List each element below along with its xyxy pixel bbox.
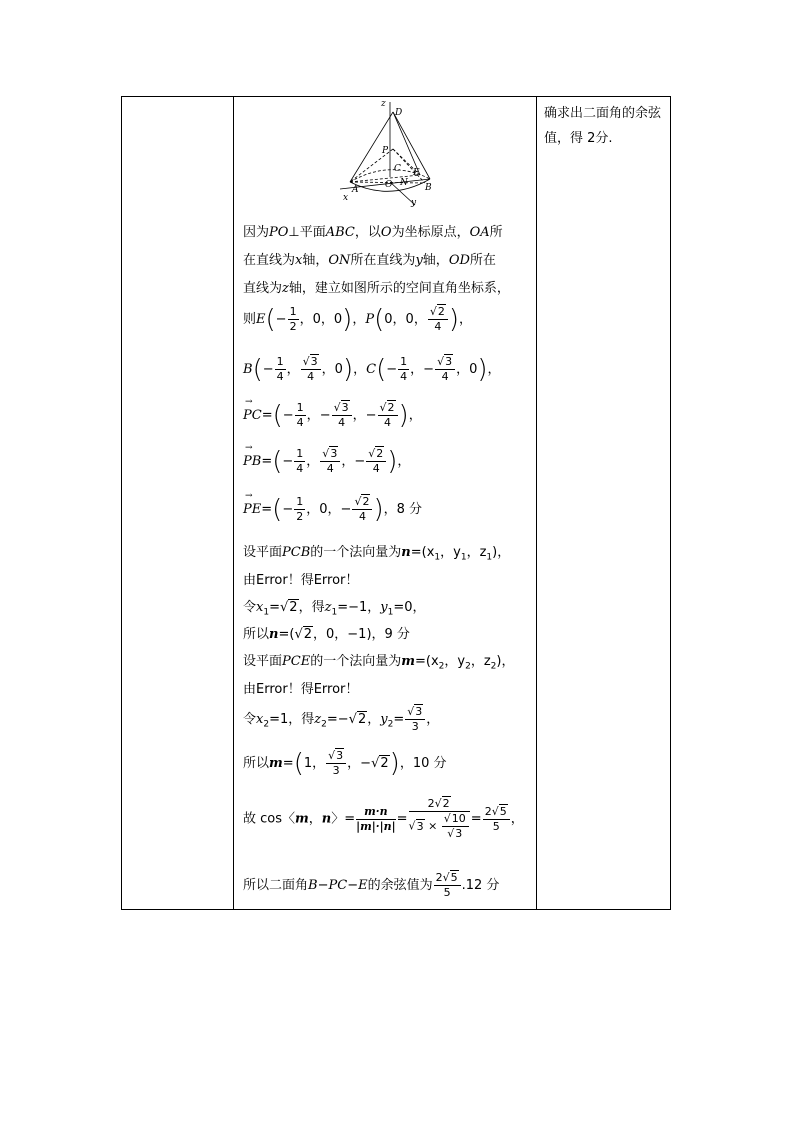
text: 0	[334, 362, 343, 377]
subscript: 1	[460, 552, 467, 563]
den: 4	[276, 370, 284, 383]
text: ，	[352, 312, 366, 327]
text: 所以	[243, 756, 270, 771]
scoring-note-text: 确求出二面角的余弦值，得 2分.	[544, 106, 662, 146]
fraction	[442, 812, 469, 841]
error-line-2	[243, 678, 358, 697]
den: 4	[372, 462, 380, 475]
den: 4	[307, 370, 315, 383]
text: ，	[410, 362, 424, 377]
var: y	[415, 253, 423, 268]
text: 0	[312, 312, 321, 327]
scoring-note	[544, 101, 668, 151]
radicand: 5	[450, 871, 458, 884]
den: 4	[296, 416, 304, 429]
label-C: C	[394, 164, 401, 174]
var: m	[269, 756, 283, 771]
vector-PC	[243, 401, 422, 430]
radicand: 2	[387, 401, 395, 414]
text: ，10 分	[399, 756, 447, 771]
text: 所以二面角	[243, 878, 309, 893]
radicand: 2	[303, 627, 313, 642]
num: 1	[289, 305, 297, 318]
label-A: A	[352, 185, 359, 195]
coef: 2	[435, 871, 443, 884]
radicand: 2	[357, 712, 367, 727]
text: −	[275, 312, 287, 327]
text: ，	[306, 408, 320, 423]
text: −	[354, 454, 366, 469]
vector-name: → PC	[243, 408, 262, 423]
den: 2	[289, 320, 297, 333]
text: =−1，	[337, 600, 381, 615]
radicand: 3	[310, 355, 318, 368]
text: 因为	[243, 225, 270, 240]
paren: )	[389, 748, 400, 779]
num: 2√2	[409, 797, 470, 812]
text: 1	[303, 756, 313, 771]
subscript: 2	[490, 661, 497, 672]
num: m·n	[356, 805, 395, 820]
text: )，	[496, 654, 515, 669]
num: √2	[352, 495, 372, 510]
label-E: E	[413, 168, 420, 178]
score-text: ，8 分	[383, 502, 423, 517]
text: ，	[426, 712, 440, 727]
text: ，	[327, 502, 341, 517]
text: ，y	[444, 654, 466, 669]
text: ，	[459, 312, 473, 327]
text: 令	[243, 712, 257, 727]
text: ，	[321, 362, 335, 377]
num: 1	[296, 447, 304, 460]
text: ，	[456, 362, 470, 377]
coords-B-C	[243, 355, 501, 384]
text: =	[261, 454, 273, 469]
text: −	[319, 408, 331, 423]
text: ，	[487, 362, 501, 377]
den: 4	[296, 462, 304, 475]
text: ，0，−1)，9 分	[313, 627, 410, 642]
paren: )	[373, 494, 384, 525]
paren: (	[272, 494, 283, 525]
fraction	[366, 447, 386, 476]
text: .12 分	[461, 878, 500, 893]
radicand: 3	[416, 819, 424, 833]
den: 4	[326, 462, 334, 475]
den: √3	[447, 827, 463, 840]
radicand: 3	[330, 447, 338, 460]
text: 0	[319, 502, 328, 517]
paren: (	[272, 446, 283, 477]
text: 为坐标原点，	[391, 225, 470, 240]
var: PCE	[282, 654, 311, 669]
cosine-formula	[243, 797, 524, 841]
solution-table	[121, 96, 671, 910]
radicand: 2	[289, 600, 298, 615]
text: −	[423, 362, 435, 377]
label-z: z	[381, 99, 386, 109]
paren: (	[252, 354, 263, 385]
normal-m-definition	[243, 650, 514, 672]
solution-line-2	[243, 249, 496, 268]
text: 所以	[243, 627, 270, 642]
text: −	[282, 502, 294, 517]
fraction	[483, 805, 510, 834]
text: =	[261, 502, 273, 517]
den: √3 × $\frac{√10}{√3}$	[409, 812, 470, 841]
text: =−	[326, 712, 349, 727]
text: =(x	[414, 654, 439, 669]
var: x	[256, 712, 264, 727]
text: 设平面	[243, 654, 283, 669]
fraction	[294, 495, 305, 524]
coef: 2	[427, 797, 435, 810]
var: OA	[469, 225, 490, 240]
text: ，	[320, 312, 334, 327]
paren: (	[376, 354, 387, 385]
text: ，	[299, 312, 313, 327]
den: 4	[358, 510, 366, 523]
text: −	[360, 756, 372, 771]
normal-n-definition	[243, 541, 510, 563]
paren: )	[398, 400, 409, 431]
var: y	[380, 712, 388, 727]
text: ，	[286, 362, 300, 377]
vector-PB	[243, 447, 410, 476]
var: OD	[448, 253, 470, 268]
subscript: 2	[465, 661, 471, 672]
label-P: P	[382, 146, 389, 156]
text: ，	[392, 312, 406, 327]
den: 5	[492, 819, 500, 833]
text: =	[282, 756, 294, 771]
text: =	[393, 712, 405, 727]
text: ，	[312, 756, 326, 771]
coef: 2	[484, 804, 492, 818]
text: =	[470, 811, 482, 827]
var: n	[321, 811, 332, 827]
label-O: O	[385, 180, 393, 190]
text: ，z	[466, 545, 487, 560]
var: E	[256, 312, 266, 327]
text: ，	[397, 454, 411, 469]
var: P	[365, 312, 375, 327]
text: 所在直线为	[350, 253, 416, 268]
den: 3	[332, 764, 340, 777]
den: 3	[411, 720, 419, 733]
subscript: 2	[321, 719, 327, 730]
num: 2√5	[483, 805, 510, 820]
text: ，	[347, 756, 361, 771]
fraction	[405, 705, 425, 734]
num: √10	[442, 812, 469, 827]
fraction	[295, 401, 306, 430]
solution-line-1	[243, 221, 503, 240]
text: =	[261, 408, 273, 423]
text: 直线为	[243, 281, 283, 296]
text: ，得	[298, 600, 325, 615]
fraction	[301, 355, 321, 384]
den: 4	[400, 370, 408, 383]
paren: )	[477, 354, 488, 385]
result-m: 所以m=(1， $\frac{√3}{3}$ ，−√2)，10 分	[243, 748, 447, 779]
text: 0	[469, 362, 478, 377]
text: −	[282, 454, 294, 469]
text: 轴，建立如图所示的空间直角坐标系，	[288, 281, 510, 296]
var: n	[269, 627, 279, 642]
text: −	[282, 408, 294, 423]
var: m	[401, 654, 415, 669]
fraction	[409, 797, 470, 841]
paren: )	[448, 304, 460, 335]
solve-line-1: 令$x_1=√2$，得$z_1=-1$，$y_1=0$，	[243, 600, 426, 618]
subscript: 1	[486, 552, 493, 563]
fraction	[434, 871, 461, 900]
num: 1	[296, 401, 304, 414]
text: 轴，	[422, 253, 449, 268]
result-n: 所以n=(√2，0，−1)，9 分	[243, 627, 410, 642]
den: 4	[384, 416, 392, 429]
radicand: 3	[445, 355, 453, 368]
text: ，	[306, 502, 320, 517]
radicand: 2	[376, 447, 384, 460]
fraction	[288, 305, 299, 334]
label-x: x	[343, 193, 349, 203]
var: PCB	[282, 545, 311, 560]
text: 0	[384, 312, 393, 327]
subscript: 2	[438, 661, 445, 672]
num: 1	[296, 495, 304, 508]
radicand: 5	[499, 804, 507, 818]
var: x	[256, 600, 264, 615]
fraction	[352, 495, 372, 524]
text: =0，	[393, 600, 426, 615]
den: 4	[338, 416, 346, 429]
num: √3	[405, 705, 425, 720]
coords-E-P	[243, 305, 472, 334]
text: ，	[367, 712, 381, 727]
subscript: 2	[387, 719, 394, 730]
text: ⊥平面	[288, 225, 326, 240]
num: 2√5	[434, 871, 461, 886]
vector-PE	[243, 495, 422, 524]
var: y	[380, 600, 388, 615]
text: 设平面	[243, 545, 283, 560]
text: 则	[243, 312, 257, 327]
text: 轴，	[302, 253, 329, 268]
solution-column	[235, 97, 537, 909]
text: −	[340, 502, 352, 517]
text: ，	[510, 811, 524, 827]
paren: (	[265, 304, 276, 335]
paren: (	[272, 400, 283, 431]
text: 故 cos〈	[243, 811, 296, 827]
fraction	[378, 401, 398, 430]
den: 5	[443, 886, 451, 899]
subscript: 1	[263, 607, 270, 618]
error-line-1	[243, 569, 358, 588]
text: 0	[333, 312, 343, 327]
den: 4	[434, 320, 442, 333]
num: √3	[301, 355, 321, 370]
text: ，y	[440, 545, 461, 560]
subscript: 1	[387, 607, 394, 618]
final-answer	[243, 871, 499, 900]
text: ，	[341, 454, 355, 469]
text: −	[262, 362, 274, 377]
fraction	[356, 805, 395, 834]
den: |m|·|n|	[356, 819, 396, 833]
var: z	[314, 712, 322, 727]
var: E	[358, 878, 368, 893]
text: 令	[243, 600, 257, 615]
var: B	[308, 878, 318, 893]
text: 的一个法向量为	[310, 545, 402, 560]
fraction	[428, 305, 448, 334]
label-N: N	[400, 178, 408, 188]
label-D: D	[395, 108, 403, 118]
num: 1	[400, 355, 408, 368]
radicand: 3	[415, 705, 423, 718]
text: 〉=	[331, 811, 356, 827]
vector-name: → PB	[243, 454, 261, 469]
subscript: 1	[434, 552, 441, 563]
var: z	[282, 281, 289, 296]
den: 2	[296, 510, 304, 523]
text: ，	[306, 454, 320, 469]
text: ，z	[470, 654, 491, 669]
num: √3	[320, 447, 340, 462]
fraction	[435, 355, 455, 384]
radicand: 3	[455, 827, 463, 840]
var: O	[380, 225, 392, 240]
paren: )	[342, 354, 354, 385]
var: ABC	[325, 225, 355, 240]
label-y: y	[411, 198, 417, 207]
fraction	[398, 355, 409, 384]
text: ，	[308, 811, 322, 827]
num: √3	[332, 401, 352, 416]
text: ，以	[354, 225, 381, 240]
text: −	[347, 878, 359, 893]
fraction	[326, 749, 346, 778]
paren: (	[293, 748, 304, 779]
text: =(	[278, 627, 295, 642]
num: 1	[276, 355, 284, 368]
num: √3	[435, 355, 455, 370]
label-B: B	[425, 183, 432, 193]
radicand: 10	[451, 812, 466, 825]
num: √2	[366, 447, 386, 462]
var: z	[324, 600, 332, 615]
num: √2	[378, 401, 398, 416]
var: C	[366, 362, 377, 377]
var: n	[401, 545, 411, 560]
text: 所在	[469, 253, 496, 268]
solution-line-3	[243, 277, 510, 296]
den: 4	[441, 370, 449, 383]
text: −	[317, 878, 329, 893]
var: PO	[269, 225, 289, 240]
paren: (	[374, 304, 385, 335]
var: B	[243, 362, 253, 377]
text: 在直线为	[243, 253, 296, 268]
column-divider-left	[233, 97, 234, 909]
subscript: 1	[331, 607, 338, 618]
paren: )	[342, 304, 353, 335]
text: ，	[413, 312, 427, 327]
fraction	[275, 355, 286, 384]
num: √2	[428, 305, 448, 320]
radicand: 2	[362, 495, 370, 508]
radicand: 2	[437, 305, 445, 318]
text: )，	[492, 545, 511, 560]
fraction	[332, 401, 352, 430]
text: 的一个法向量为	[310, 654, 402, 669]
var: PC	[328, 878, 348, 893]
num: √3	[326, 749, 346, 764]
vector-name: → PE	[243, 502, 261, 517]
subscript: 2	[263, 719, 270, 730]
solve-line-2: 令$x_2=1$，得$z_2=-√2$，$y_2=$ $\frac{√3}{3}$ ，	[243, 705, 440, 733]
fraction	[294, 447, 305, 476]
var: ON	[328, 253, 351, 268]
text: =	[396, 811, 408, 827]
text: =	[269, 600, 280, 615]
text: =(x	[410, 545, 435, 560]
var: m	[295, 811, 309, 827]
text: −	[365, 408, 377, 423]
radicand: 3	[341, 401, 349, 414]
text: 由Error！得Error！	[243, 682, 359, 697]
cone-figure	[230, 97, 440, 207]
radicand: 3	[336, 749, 344, 762]
text: 所	[489, 225, 503, 240]
text: ×	[428, 819, 438, 833]
fraction	[320, 447, 340, 476]
text: ，	[408, 408, 422, 423]
paren: )	[387, 446, 398, 477]
radicand: 2	[442, 797, 450, 810]
var: x	[295, 253, 303, 268]
text: 由Error！得Error！	[243, 573, 359, 588]
text: 0	[405, 312, 414, 327]
radicand: 2	[380, 756, 389, 771]
text: ，	[353, 362, 367, 377]
text: ，	[352, 408, 366, 423]
text: =1，得	[269, 712, 315, 727]
text: 的余弦值为	[367, 878, 433, 893]
text: −	[386, 362, 398, 377]
